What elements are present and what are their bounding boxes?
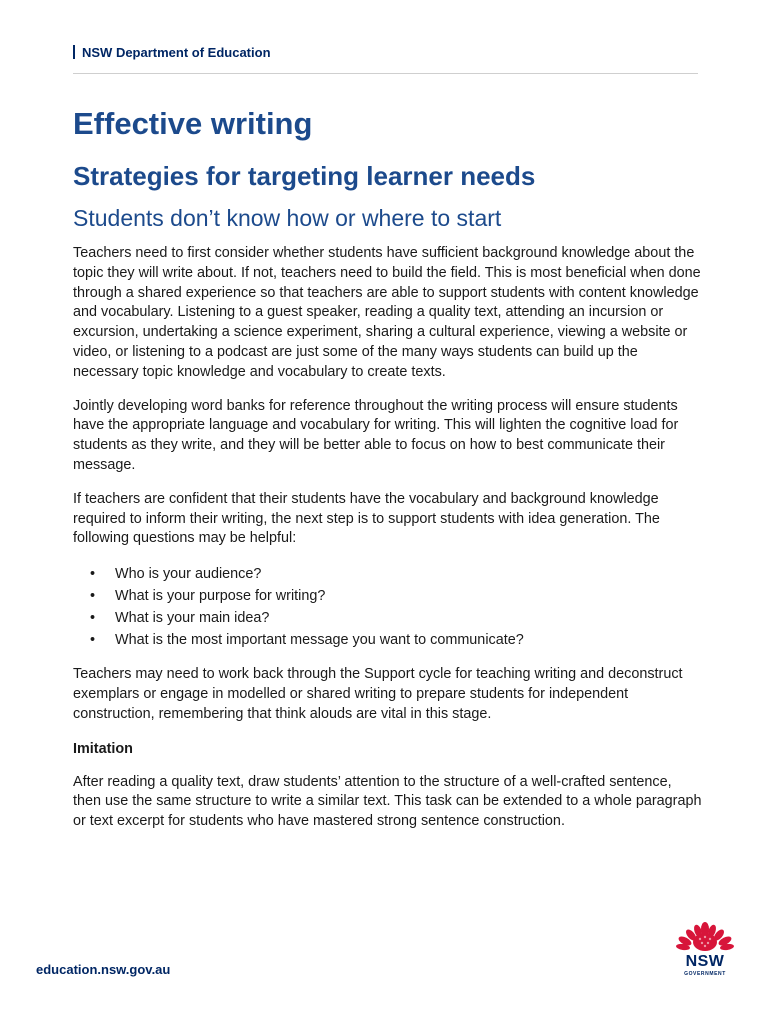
- imitation-subheading: Imitation: [73, 740, 133, 757]
- header-rule: [73, 73, 698, 74]
- waratah-flower-icon: [674, 922, 736, 954]
- department-name: NSW Department of Education: [82, 44, 271, 60]
- list-item: • What is the most important message you want to communicate?: [73, 629, 703, 651]
- logo-nsw-text: NSW: [685, 953, 725, 970]
- paragraph-word-banks: Jointly developing word banks for reference throughout the writing process will ensure students have the appropriate language and vocabulary for writing. This will lighten the cognitive load for students as they write, and they will be better able to focus on how to best communicate their message.: [73, 397, 679, 473]
- paragraph-build-field: Teachers need to first consider whether students have sufficient background knowledge about the topic they will write about. If not, teachers need to build the field. This is most beneficial when done through a shared experience so that teachers are able to support students with content knowledge and vocabulary. Listening to a guest speaker, reading a quality text, attending an incursion or excursion, undertaking a science experiment, sharing a cultural experience, viewing a website or video, or listening to a podcast are just some of the many ways students can build up the necessary topic knowledge and vocabulary to create texts.: [73, 245, 701, 380]
- page-title: Effective writing: [73, 106, 313, 141]
- list-item: • What is your purpose for writing?: [73, 585, 703, 607]
- page-subtitle: Strategies for targeting learner needs: [73, 161, 536, 191]
- list-item: • Who is your audience?: [73, 563, 703, 585]
- section-heading: Students don’t know how or where to start: [73, 205, 502, 231]
- header-divider-bar: [73, 45, 75, 59]
- paragraph-imitation: After reading a quality text, draw students’ attention to the structure of a well-crafted sentence, then use the same structure to write a similar text. This task can be extended to a whole paragraph or text excerpt for students who have mastered strong sentence construction.: [73, 773, 702, 830]
- question-list: [73, 563, 703, 651]
- list-item: • What is your main idea?: [73, 607, 703, 629]
- footer-website-link[interactable]: education.nsw.gov.au: [36, 962, 171, 977]
- paragraph-idea-generation: If teachers are confident that their students have the vocabulary and background knowledge required to inform their writing, the next step is to support students with idea generation. The following questions may be helpful:: [73, 490, 660, 547]
- document-body: [73, 104, 703, 832]
- nsw-government-logo: [674, 922, 736, 982]
- logo-government-text: GOVERNMENT: [684, 971, 726, 977]
- department-header: [73, 42, 271, 62]
- paragraph-support-cycle: Teachers may need to work back through the Support cycle for teaching writing and deconstruct exemplars or engage in modelled or shared writing to prepare students for independent construction, remembering that think alouds are vital in this stage.: [73, 666, 683, 722]
